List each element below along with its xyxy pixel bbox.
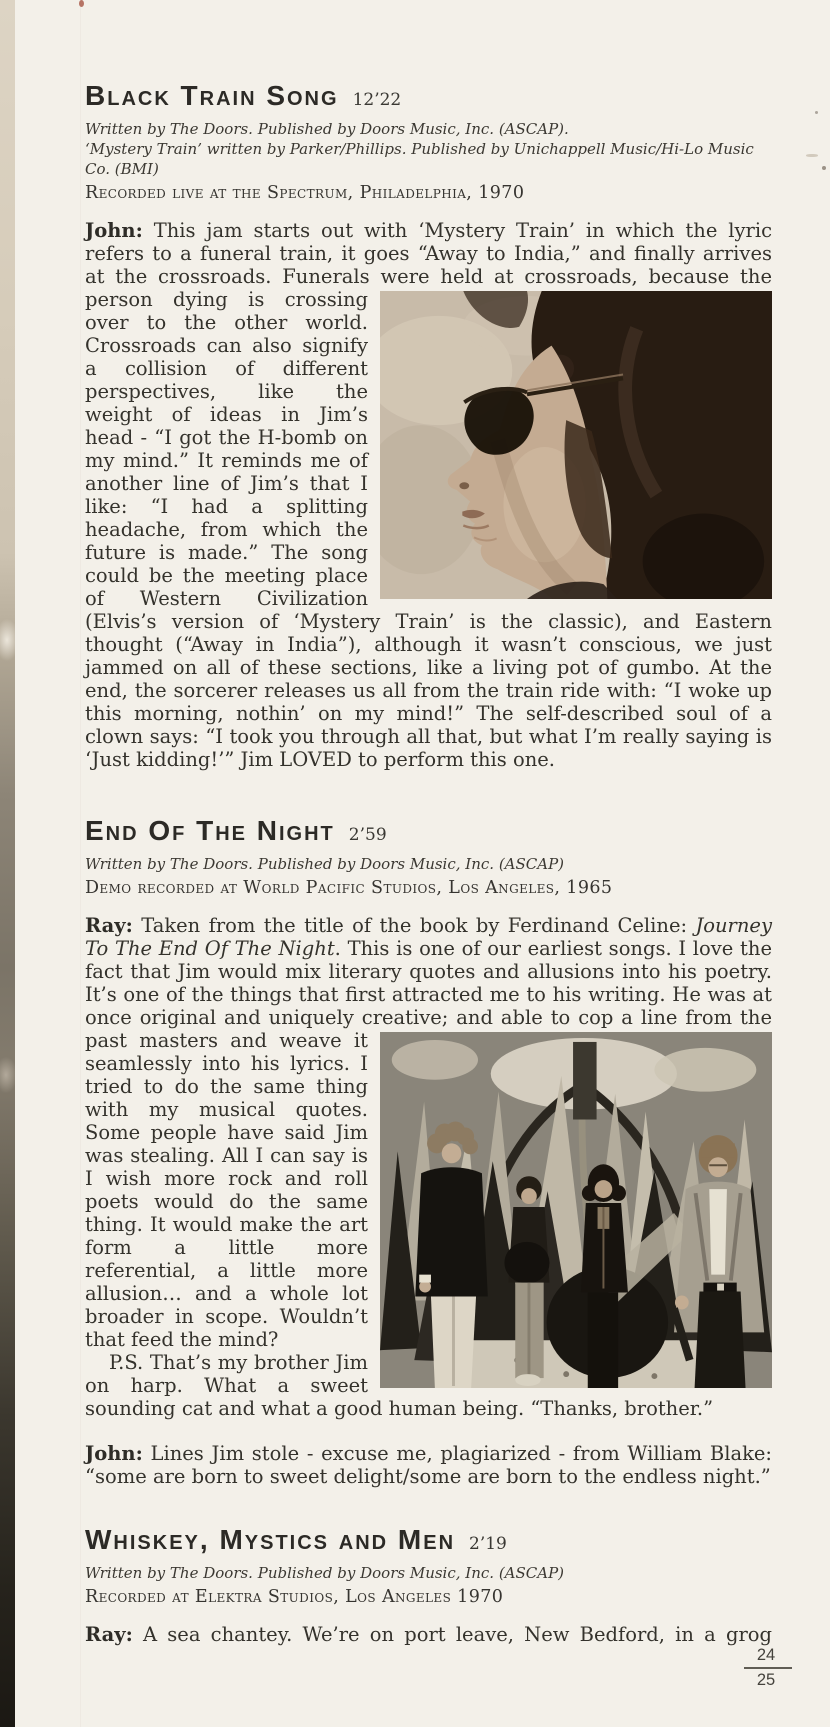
song-section-black-train-song [85,80,772,771]
commentary-paragraph [85,1442,772,1488]
doors-band-photo [380,1032,772,1388]
doors-band-illustration [380,1032,772,1388]
song-title-line [85,815,772,851]
speaker-label: John: [85,1442,143,1465]
jim-morrison-profile-illustration [380,291,772,599]
song-duration: 2’19 [469,1534,507,1554]
credit-line: Written by The Doors. Published by Doors Music, Inc. (ASCAP). [85,120,569,138]
credits-block [85,119,772,179]
song-title: Black Train Song [85,80,339,111]
song-section-end-of-the-night [85,815,772,1488]
credits-block [85,1563,772,1583]
page-number-fraction [744,1646,792,1690]
credit-line: ‘Mystery Train’ written by Parker/Phillips. Published by Unichappell Music/Hi-Lo Music Co. (BMI) [85,140,754,178]
speaker-label: John: [85,219,143,242]
commentary-text: from the past masters and weave it seamlessly into his lyrics. I tried to do the same thing with my musical quotes. Some people have said Jim was stealing. All I can say is I wish more rock and roll poets would do the same thing. It would make the art form a little more referential, a little more allusion… and a whole lot broader in scope. Wouldn’t that feed the mind? [85,1006,772,1351]
song-title-line [85,80,772,116]
commentary-paragraph [85,1623,772,1646]
page-number-bottom: 25 [756,1671,776,1689]
song-section-whiskey-mystics-and-men [85,1524,772,1646]
commentary-text: A sea chantey. We’re on port leave, New Bedford, in a grog [132,1623,772,1646]
page-number-top: 24 [756,1646,776,1664]
song-duration: 2’59 [348,825,387,845]
book-title-italic: Journey To The End Of The Night [85,914,772,960]
song-title: End Of The Night [85,815,335,846]
commentary-text: person dying is crossing over to the other world. Crossroads can also signify a collision of different perspectives, like the weight of ideas in Jim’s head - “I got the H-bomb on my mind.” It reminds me of another line of Jim’s that I like: “I had a splitting headache, from which the future is made.” The song could be the meeting place of Western Civilization (Elvis’s version of ‘Mystery Train’ is the classic), and Eastern thought (“Away in India”), although it wasn’t conscious, we just jammed on all of these sections, like a living pot of gumbo. At the end, the sorcerer releases us all from the train ride with: “I woke up this morning, nothin’ on my mind!” The self-described soul of a clown says: “I took you through all that, but what I’m really saying is ‘Just kidding!’” Jim LOVED to perform this one. [85,288,772,771]
session-line: Recorded at Elektra Studios, Los Angeles 1970 [85,1587,504,1607]
credit-line: Written by The Doors. Published by Doors Music, Inc. (ASCAP) [85,855,565,873]
commentary-text: Lines Jim stole - excuse me, plagiarized - from William Blake: “some are born to sweet delight/some are born to the endless night.” [85,1442,772,1488]
song-title-line [85,1524,772,1560]
commentary-ps-paragraph: P.S. That’s my brother Jim on harp. What a sweet sounding cat and what a good human being. “Thanks, brother.” [85,1351,714,1420]
session-line: Recorded live at the Spectrum, Philadelphia, 1970 [85,183,525,203]
commentary-text: . This is one of our earliest songs. I love the fact that Jim would mix literary quotes and allusions into his poetry. It’s one of the things that first attracted me to his writing. He was at once original and uniquely creative; and able to cop a line [85,937,772,1029]
jim-morrison-profile-photo [380,291,772,599]
commentary-text: Taken from the title of the book by Ferdinand Celine: [132,914,696,937]
credits-block [85,854,772,874]
commentary-paragraph [85,219,772,771]
credit-line: Written by The Doors. Published by Doors Music, Inc. (ASCAP) [85,1564,565,1582]
song-duration: 12’22 [352,90,402,110]
song-title: Whiskey, Mystics and Men [85,1524,456,1555]
speaker-label: Ray: [85,914,133,937]
session-line: Demo recorded at World Pacific Studios, Los Angeles, 1965 [85,878,613,898]
speaker-label: Ray: [85,1623,133,1646]
commentary-text: This jam starts out with ‘Mystery Train’ in which the lyric refers to a funeral train, it goes “Away to India,” and finally arrives at the crossroads. Funerals were held at crossroads, because the [85,219,772,288]
commentary-paragraph [85,914,772,1351]
